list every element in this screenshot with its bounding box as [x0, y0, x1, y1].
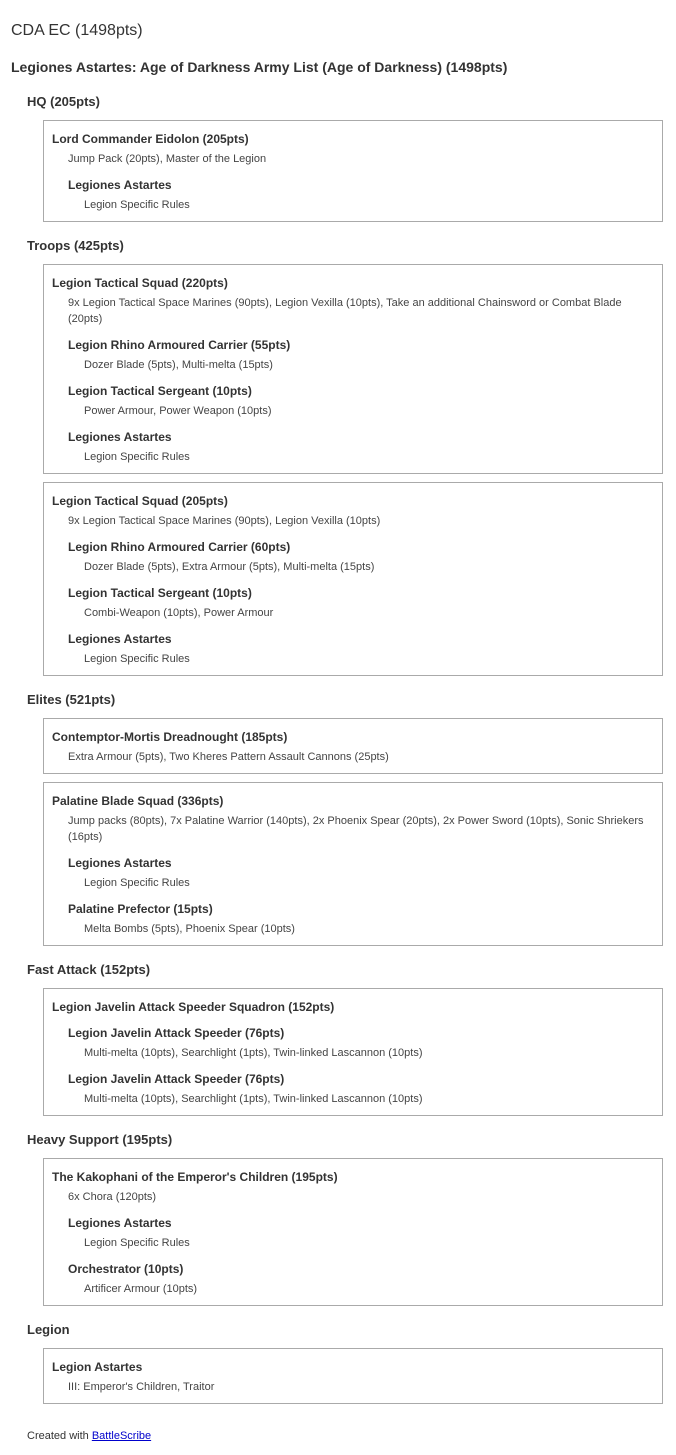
sub-unit-options: Legion Specific Rules — [84, 1237, 190, 1249]
sub-unit — [68, 429, 662, 465]
footer — [27, 1429, 151, 1443]
sub-unit-name: Legiones Astartes — [68, 178, 172, 192]
unit-name: Legion Tactical Squad (205pts) — [52, 494, 228, 508]
unit-card — [43, 264, 663, 474]
unit-name: The Kakophani of the Emperor's Children (195pts) — [52, 1170, 338, 1184]
category-heading: HQ (205pts) — [27, 94, 100, 109]
sub-unit-options: Multi-melta (10pts), Searchlight (1pts), Twin-linked Lascannon (10pts) — [84, 1093, 423, 1105]
sub-unit — [68, 631, 662, 667]
battlescribe-link[interactable]: BattleScribe — [91, 1430, 152, 1442]
sub-unit-options: Dozer Blade (5pts), Extra Armour (5pts), Multi-melta (15pts) — [84, 561, 375, 573]
unit-options: III: Emperor's Children, Traitor — [68, 1381, 215, 1393]
sub-unit-name: Orchestrator (10pts) — [68, 1262, 184, 1276]
sub-unit-name: Legiones Astartes — [68, 430, 172, 444]
footer-text: Created with — [27, 1430, 92, 1442]
sub-unit — [68, 901, 662, 937]
unit-name: Contemptor-Mortis Dreadnought (185pts) — [52, 730, 288, 744]
sub-unit-options: Artificer Armour (10pts) — [84, 1283, 198, 1295]
unit-options: 9x Legion Tactical Space Marines (90pts), Legion Vexilla (10pts) — [68, 515, 381, 527]
force-list — [27, 94, 676, 1404]
unit-card — [43, 482, 663, 676]
category-heading: Elites (521pts) — [27, 692, 116, 707]
unit-card — [43, 120, 663, 222]
unit-name: Legion Tactical Squad (220pts) — [52, 276, 228, 290]
sub-unit-name: Legion Javelin Attack Speeder (76pts) — [68, 1072, 285, 1086]
unit-options: Jump Pack (20pts), Master of the Legion — [68, 153, 267, 165]
unit-name: Lord Commander Eidolon (205pts) — [52, 132, 249, 146]
unit-options: Jump packs (80pts), 7x Palatine Warrior (140pts), 2x Phoenix Spear (20pts), 2x Power Sword (10pts), Sonic Shriekers (16pts) — [68, 815, 644, 843]
unit-card — [43, 1158, 663, 1306]
sub-unit-options: Legion Specific Rules — [84, 199, 190, 211]
sub-unit — [68, 383, 662, 419]
sub-unit — [68, 177, 662, 213]
sub-unit — [68, 337, 662, 373]
sub-unit-name: Legion Tactical Sergeant (10pts) — [68, 384, 252, 398]
sub-unit-options: Multi-melta (10pts), Searchlight (1pts), Twin-linked Lascannon (10pts) — [84, 1047, 423, 1059]
sub-unit — [68, 1071, 662, 1107]
unit-card — [43, 1348, 663, 1404]
sub-unit-name: Legiones Astartes — [68, 856, 172, 870]
category-heading: Troops (425pts) — [27, 238, 124, 253]
unit-name: Palatine Blade Squad (336pts) — [52, 794, 224, 808]
unit-options: 6x Chora (120pts) — [68, 1191, 157, 1203]
unit-options: 9x Legion Tactical Space Marines (90pts), Legion Vexilla (10pts), Take an additional Chainsword or Combat Blade (20pts) — [68, 297, 622, 325]
sub-unit-name: Legion Rhino Armoured Carrier (55pts) — [68, 338, 291, 352]
sub-unit-options: Legion Specific Rules — [84, 451, 190, 463]
sub-unit — [68, 855, 662, 891]
sub-unit-name: Legion Tactical Sergeant (10pts) — [68, 586, 252, 600]
sub-unit — [68, 1215, 662, 1251]
sub-unit-options: Combi-Weapon (10pts), Power Armour — [84, 607, 274, 619]
sub-unit — [68, 1261, 662, 1297]
unit-card — [43, 988, 663, 1116]
sub-unit-name: Legiones Astartes — [68, 632, 172, 646]
sub-unit — [68, 539, 662, 575]
page-title: CDA EC (1498pts) — [11, 22, 143, 39]
sub-unit-name: Palatine Prefector (15pts) — [68, 902, 213, 916]
category-heading: Heavy Support (195pts) — [27, 1132, 173, 1147]
unit-card — [43, 718, 663, 774]
unit-card — [43, 782, 663, 946]
sub-unit-name: Legiones Astartes — [68, 1216, 172, 1230]
unit-name: Legion Astartes — [52, 1360, 143, 1374]
sub-unit-name: Legion Javelin Attack Speeder (76pts) — [68, 1026, 285, 1040]
unit-options: Extra Armour (5pts), Two Kheres Pattern Assault Cannons (25pts) — [68, 751, 389, 763]
roster-title: Legiones Astartes: Age of Darkness Army List (Age of Darkness) (1498pts) — [11, 59, 508, 75]
sub-unit-options: Melta Bombs (5pts), Phoenix Spear (10pts) — [84, 923, 295, 935]
sub-unit-options: Legion Specific Rules — [84, 653, 190, 665]
category-heading: Legion — [27, 1322, 70, 1337]
sub-unit-name: Legion Rhino Armoured Carrier (60pts) — [68, 540, 291, 554]
sub-unit — [68, 585, 662, 621]
sub-unit-options: Power Armour, Power Weapon (10pts) — [84, 405, 272, 417]
category-heading: Fast Attack (152pts) — [27, 962, 151, 977]
sub-unit — [68, 1025, 662, 1061]
unit-name: Legion Javelin Attack Speeder Squadron (152pts) — [52, 1000, 335, 1014]
sub-unit-options: Legion Specific Rules — [84, 877, 190, 889]
sub-unit-options: Dozer Blade (5pts), Multi-melta (15pts) — [84, 359, 273, 371]
